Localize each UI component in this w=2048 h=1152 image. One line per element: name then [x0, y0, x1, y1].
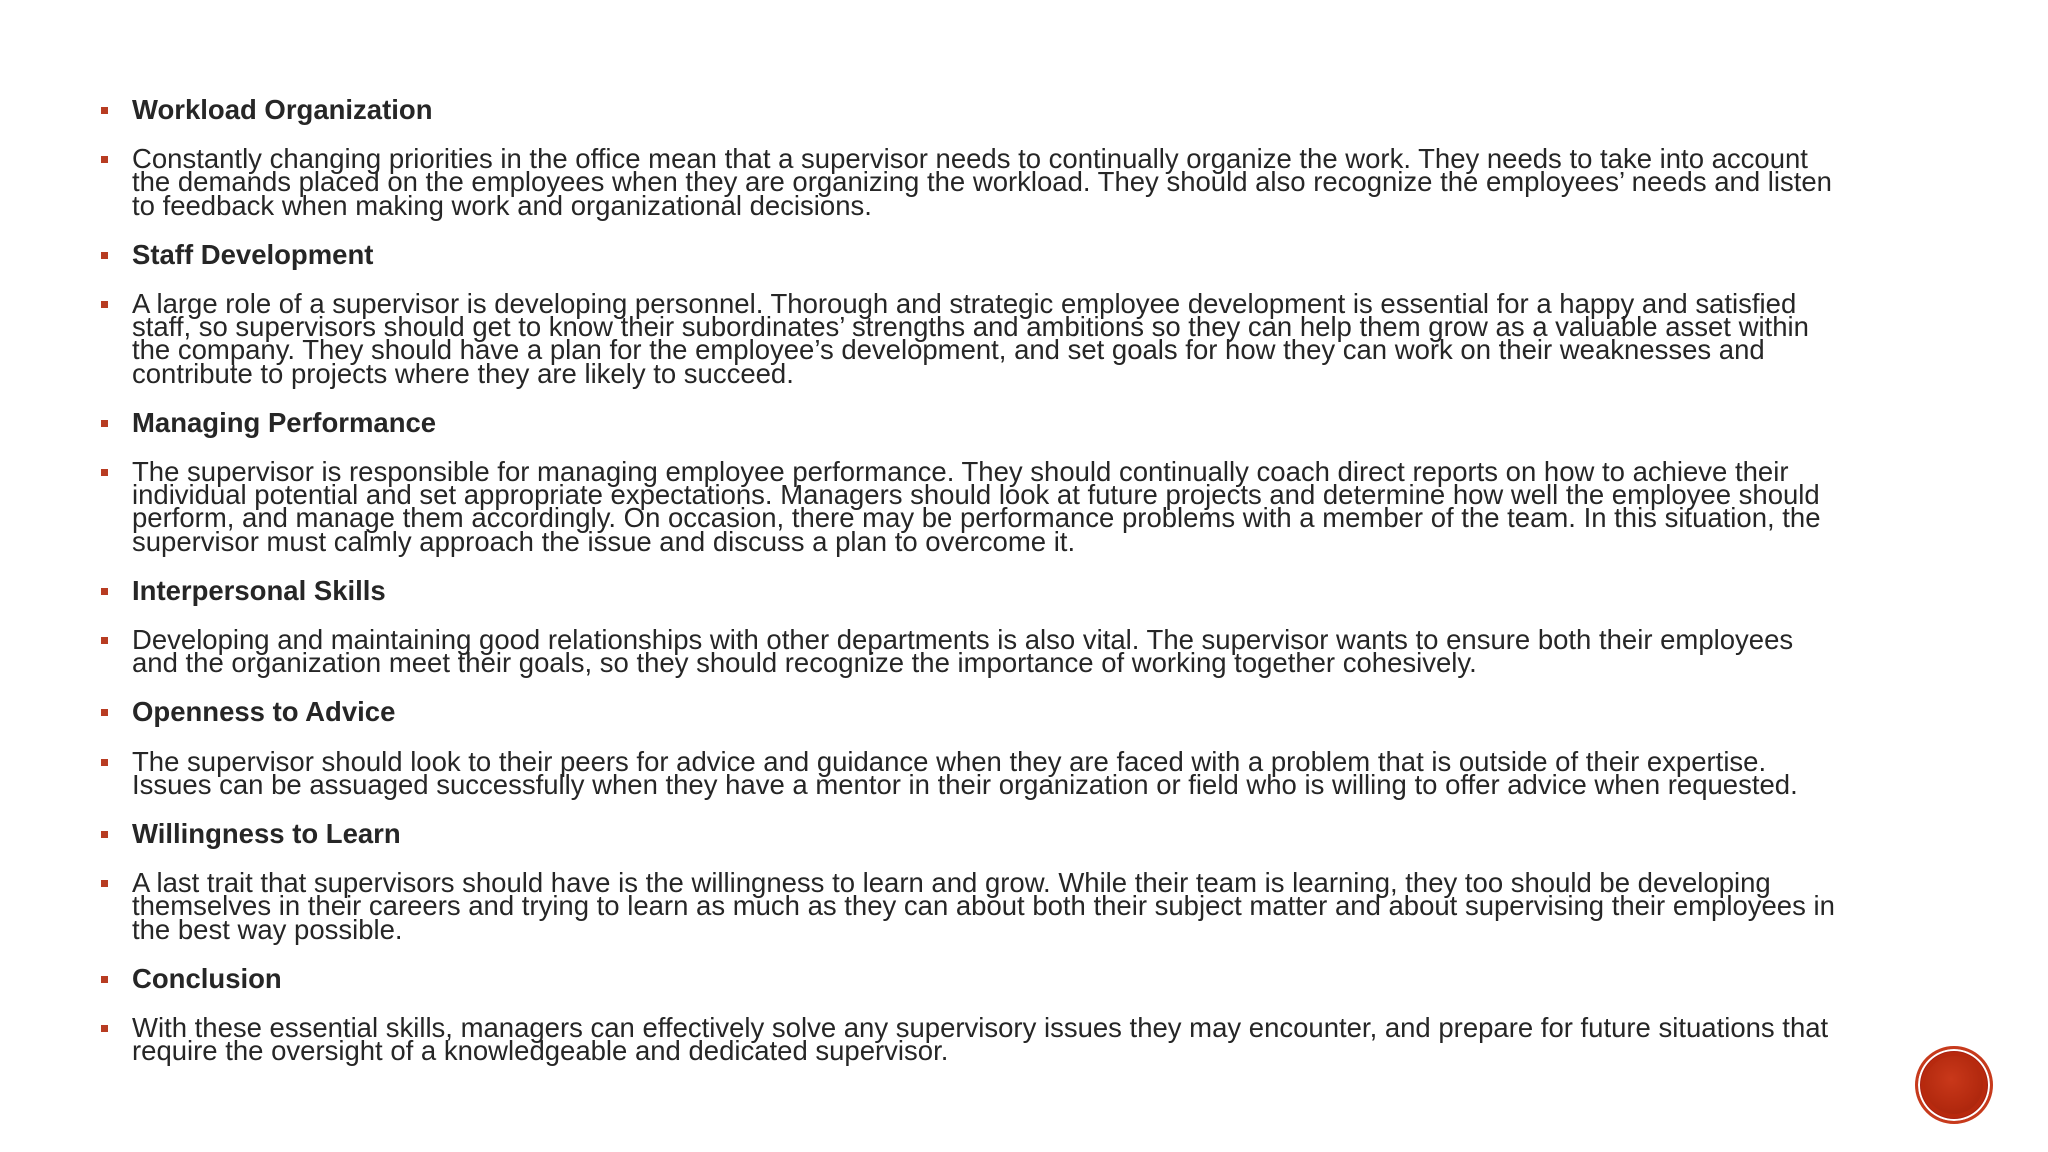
- heading-text: Managing Performance: [132, 406, 437, 438]
- paragraph-text: With these essential skills, managers can effectively solve any supervisory issues they may encounter, and prepare for future situations that require the oversight of a knowledgeable and dedicated supervisor.: [132, 1012, 1829, 1067]
- bullet-marker: [101, 976, 108, 983]
- bullet-marker: [101, 709, 108, 716]
- circle-logo-icon: [1915, 1046, 1993, 1124]
- bullet-marker: [101, 469, 108, 476]
- bullet-marker: [101, 831, 108, 838]
- bullet-marker: [101, 759, 108, 766]
- paragraph-willingness-to-learn: [100, 867, 1840, 945]
- bullet-marker: [101, 156, 108, 163]
- circle-logo-inner: [1925, 1056, 1983, 1114]
- bullet-marker: [101, 107, 108, 114]
- heading-text: Willingness to Learn: [132, 818, 401, 850]
- bullet-marker: [101, 637, 108, 644]
- paragraph-workload-organization: [100, 143, 1840, 221]
- bullet-marker: [101, 1025, 108, 1032]
- bullet-marker: [101, 420, 108, 427]
- heading-openness-to-advice: [100, 696, 1840, 728]
- paragraph-interpersonal-skills: [100, 624, 1840, 679]
- heading-text: Openness to Advice: [132, 696, 396, 728]
- bullet-marker: [101, 588, 108, 595]
- paragraph-text: Developing and maintaining good relationships with other departments is also vital. The supervisor wants to ensure both their employees and the organization meet their goals, so they should recognize the importance of working together cohesively.: [132, 624, 1794, 679]
- bullet-marker: [101, 301, 108, 308]
- paragraph-text: The supervisor is responsible for managing employee performance. They should continually coach direct reports on how to achieve their individual potential and set appropriate expectations. Managers should look at future projects and determine how well the employee should perform, and manage them accordingly. On occasion, there may be performance problems with a member of the team. In this situation, the supervisor must calmly approach the issue and discuss a plan to overcome it.: [132, 456, 1821, 557]
- paragraph-text: Constantly changing priorities in the office mean that a supervisor needs to continually organize the work. They needs to take into account the demands placed on the employees when they are organizing the workload. They should also recognize the employees’ needs and listen to feedback when making work and organizational decisions.: [132, 143, 1832, 221]
- heading-text: Staff Development: [132, 238, 374, 270]
- paragraph-text: A last trait that supervisors should have is the willingness to learn and grow. While their team is learning, they too should be developing themselves in their careers and trying to learn as much as they can about both their subject matter and about supervising their employees in the best way possible.: [132, 867, 1835, 945]
- bullet-marker: [101, 880, 108, 887]
- heading-text: Workload Organization: [132, 94, 433, 125]
- heading-willingness-to-learn: [100, 818, 1840, 850]
- bullet-marker: [101, 252, 108, 259]
- bullet-list: [100, 94, 1840, 1088]
- heading-text: Conclusion: [132, 962, 282, 994]
- paragraph-conclusion: [100, 1012, 1840, 1067]
- paragraph-managing-performance: [100, 456, 1840, 557]
- heading-text: Interpersonal Skills: [132, 574, 386, 606]
- heading-staff-development: [100, 238, 1840, 270]
- paragraph-staff-development: [100, 288, 1840, 389]
- paragraph-text: A large role of a supervisor is developing personnel. Thorough and strategic employee development is essential for a happy and satisfied staff, so supervisors should get to know their subordinates’ strengths and ambitions so they can help them grow as a valuable asset within the company. They should have a plan for the employee’s development, and set goals for how they can work on their weaknesses and contribute to projects where they are likely to succeed.: [132, 288, 1809, 389]
- paragraph-text: The supervisor should look to their peers for advice and guidance when they are faced with a problem that is outside of their expertise. Issues can be assuaged successfully when they have a mentor in their organization or field who is willing to offer advice when requested.: [132, 745, 1798, 800]
- heading-interpersonal-skills: [100, 574, 1840, 606]
- heading-managing-performance: [100, 406, 1840, 438]
- heading-workload-organization: [100, 94, 1840, 125]
- heading-conclusion: [100, 962, 1840, 994]
- paragraph-openness-to-advice: [100, 745, 1840, 800]
